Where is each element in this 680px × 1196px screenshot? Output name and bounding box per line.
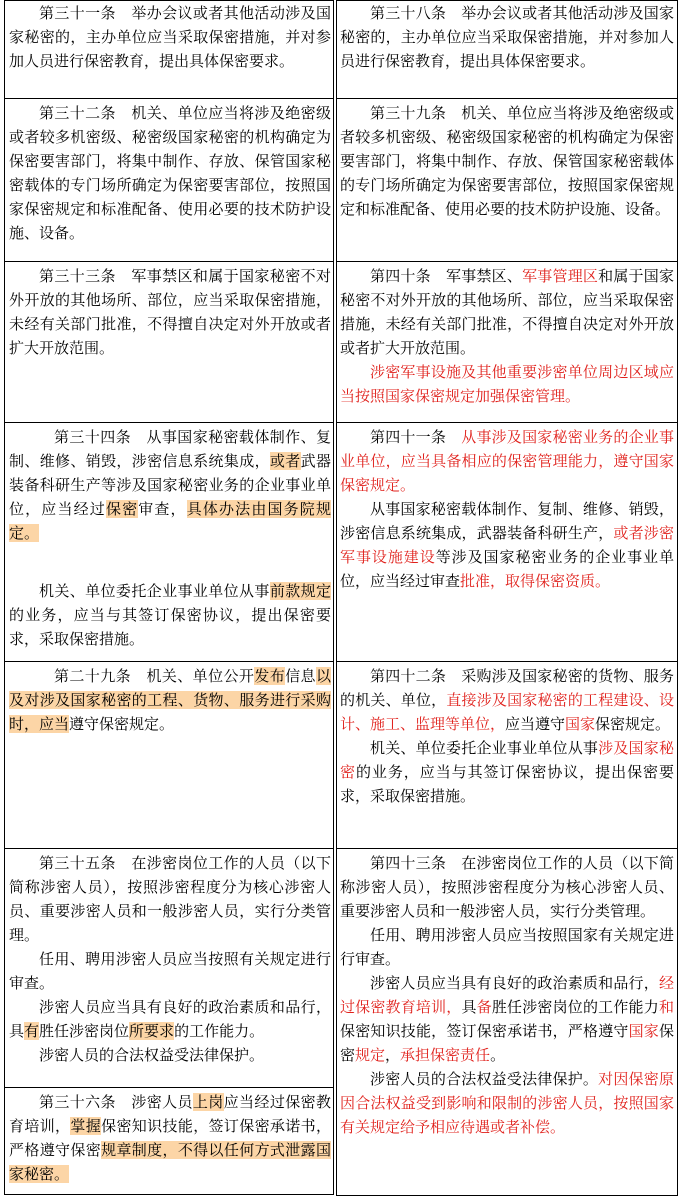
paragraph — [340, 923, 674, 971]
paragraph — [9, 947, 331, 995]
text-run: 保密 — [340, 1022, 674, 1064]
text-run: 审查， — [138, 500, 187, 518]
paragraph — [340, 736, 674, 808]
highlighted-text: 保密 — [105, 500, 139, 518]
revised-text: 和 — [658, 998, 674, 1016]
text-run: 任用、聘用涉密人员应当按照有关规定进行审查。 — [9, 950, 331, 992]
paragraph — [9, 579, 331, 651]
paragraph — [9, 101, 331, 245]
old-article-36-cell — [4, 1087, 334, 1195]
highlighted-text: 规章制度，不得以任何方式泄露国家秘密。 — [9, 1141, 331, 1183]
text-run: 涉密人员的合法权益受法律保护。 — [370, 1070, 599, 1088]
text-run: 第三十五条 在涉密岗位工作的人员（以下简称涉密人员），按照涉密程度分为核心涉密人员、重要涉密人员和一般涉密人员，实行分类管理。 — [9, 854, 331, 944]
text-run: 第三十二条 机关、单位应当将涉及绝密级或者较多机密级、秘密级国家秘密的机构确定为保密要害部门，将集中制作、存放、保管国家秘密载体的专门场所确定为保密要害部位，按照国家保密规定和标准配备、使用必要的技术防护设施、设备。 — [9, 104, 331, 242]
highlighted-text: 发布 — [254, 667, 286, 685]
new-article-38-cell — [336, 0, 678, 99]
revised-text: 国家 — [628, 1022, 659, 1040]
text-run: 胜任涉密岗位的工作能力 — [491, 998, 659, 1016]
paragraph — [340, 664, 674, 736]
old-article-34-cell — [4, 422, 334, 662]
revised-text: 备 — [476, 998, 492, 1016]
paragraph — [9, 1090, 331, 1186]
text-run: 保密规定。 — [595, 715, 671, 733]
paragraph — [9, 664, 331, 736]
revised-text: 或者涉密军事设施建设 — [340, 524, 674, 566]
revised-text: 军事管理区 — [522, 267, 599, 285]
text-run: 信息 — [285, 667, 316, 685]
highlighted-text: 或者 — [269, 452, 301, 470]
old-article-33-cell — [4, 261, 334, 423]
text-run: 武器装备科研生产等涉及国家秘密业务的企业事业单位，应当经过 — [9, 452, 331, 518]
paragraph — [340, 1067, 674, 1139]
highlighted-text: 掌握 — [70, 1117, 102, 1135]
text-run: 涉密人员的合法权益受法律保护。 — [39, 1046, 265, 1064]
revised-text: 规定 — [355, 1046, 386, 1064]
text-run: 第三十九条 机关、单位应当将涉及绝密级或者较多机密级、秘密级国家秘密的机构确定为保密要害部门，将集中制作、存放、保管国家秘密载体的专门场所确定为保密要害部位，按照国家保密规定和标准配备、使用必要的技术防护设施、设备。 — [340, 104, 674, 218]
text-run: 机关、单位委托企业事业单位从事 — [39, 582, 270, 600]
paragraph — [340, 497, 674, 593]
old-article-32-cell — [4, 98, 334, 262]
highlighted-text: 有 — [24, 1022, 40, 1040]
highlighted-text: 所要求 — [129, 1022, 175, 1040]
text-run: 具 — [461, 998, 477, 1016]
revised-text: 涉及国家秘密 — [340, 739, 674, 781]
text-run: 机关、单位委托企业事业单位从事 — [370, 739, 599, 757]
paragraph — [9, 851, 331, 947]
paragraph — [340, 851, 674, 923]
text-run: 应当经过保密教育培训， — [9, 1093, 331, 1135]
new-article-43-cell — [336, 848, 678, 1196]
paragraph — [340, 971, 674, 1067]
revised-text: 国家 — [565, 715, 596, 733]
text-run: 遵守保密规定。 — [69, 715, 175, 733]
revised-text: 从事涉及国家秘密业务的企业事业单位，应当具备相应的保密管理能力，遵守国家保密规定。 — [340, 428, 674, 494]
revised-text: 批准，取得保密资质。 — [460, 572, 611, 590]
revised-text: 对因保密原因合法权益受到影响和限制的涉密人员，按照国家有关规定给予相应待遇或者补偿。 — [340, 1070, 674, 1136]
text-run: 的工作能力。 — [174, 1022, 265, 1040]
paragraph — [9, 995, 331, 1043]
text-run: 第四十条 军事禁区、 — [370, 267, 523, 285]
text-run: 胜任涉密岗位 — [39, 1022, 130, 1040]
paragraph — [340, 101, 674, 221]
text-run: 第二十九条 机关、单位公开 — [54, 667, 255, 685]
text-run: 等涉及国家秘密业务的企业事业单位，应当经过审查 — [340, 548, 674, 590]
text-run: 。 — [490, 1046, 506, 1064]
paragraph — [9, 425, 331, 545]
paragraph — [9, 1, 331, 73]
text-run: 涉密人员应当具有良好的政治素质和品行， — [370, 974, 659, 992]
new-article-39-cell — [336, 98, 678, 262]
old-article-31-cell — [4, 0, 334, 99]
text-run: 第三十一条 举办会议或者其他活动涉及国家秘密的，主办单位应当采取保密措施，并对参加人员进行保密教育，提出具体保密要求。 — [9, 4, 331, 70]
paragraph — [340, 1, 674, 73]
text-run: 第四十三条 在涉密岗位工作的人员（以下简称涉密人员），按照涉密程度分为核心涉密人员、重要涉密人员和一般涉密人员，实行分类管理。 — [340, 854, 674, 920]
text-run: 第四十二条 采购涉及国家秘密的货物、服务的机关、单位， — [340, 667, 674, 709]
revised-text: 涉密军事设施及其他重要涉密单位周边区域应当按照国家保密规定加强保密管理。 — [340, 363, 674, 405]
text-run: 保密知识技能，签订保密承诺书，严格遵守 — [340, 1022, 629, 1040]
text-run: 保密知识技能，签订保密承诺书，严格遵守保密 — [9, 1117, 331, 1159]
paragraph — [340, 360, 674, 408]
text-run: 第三十六条 涉密人员 — [39, 1093, 193, 1111]
text-run: 涉密人员应当具有良好的政治素质和品行，具 — [9, 998, 331, 1040]
revised-text: 经过保密教育培训， — [340, 974, 674, 1016]
highlighted-text: 上岗 — [192, 1093, 224, 1111]
highlighted-text: 前款规定 — [269, 582, 331, 600]
text-run: 从事国家秘密载体制作、复制、维修、销毁，涉密信息系统集成，武器装备科研生产， — [340, 500, 674, 542]
new-article-40-cell — [336, 261, 678, 423]
text-run: 第三十三条 军事禁区和属于国家秘密不对外开放的其他场所、部位，应当采取保密措施，未经有关部门批准，不得擅自决定对外开放或者扩大开放范围。 — [9, 267, 331, 357]
revised-text: 直接涉及国家秘密的工程建设、设计、施工、监理等单位， — [340, 691, 674, 733]
text-run: 的业务，应当与其签订保密协议，提出保密要求，采取保密措施。 — [9, 606, 331, 648]
new-article-42-cell — [336, 661, 678, 849]
paragraph — [9, 1043, 331, 1067]
text-run: ， — [385, 1046, 401, 1064]
old-article-35-cell — [4, 848, 334, 1088]
text-run: 的业务，应当与其签订保密协议，提出保密要求，采取保密措施。 — [340, 763, 674, 805]
text-run: 第三十八条 举办会议或者其他活动涉及国家秘密的，主办单位应当采取保密措施，并对参加人员进行保密教育，提出具体保密要求。 — [340, 4, 674, 70]
text-run: 第四十一条 — [370, 428, 462, 446]
new-article-41-cell — [336, 422, 678, 662]
text-run: 和属于国家秘密不对外开放的其他场所、部位，应当采取保密措施，未经有关部门批准，不得擅自决定对外开放或者扩大开放范围。 — [340, 267, 674, 357]
text-run: 第三十四条 从事国家秘密载体制作、复制、维修、销毁，涉密信息系统集成， — [9, 428, 331, 470]
highlighted-text: 以及对涉及国家秘密的工程、货物、服务进行采购时，应当 — [9, 667, 331, 733]
text-run: 任用、聘用涉密人员应当按照国家有关规定进行审查。 — [340, 926, 674, 968]
paragraph — [340, 264, 674, 360]
text-run: 应当遵守 — [505, 715, 566, 733]
old-article-29-cell — [4, 661, 334, 849]
highlighted-text: 具体办法由国务院规定。 — [9, 500, 331, 542]
paragraph — [340, 425, 674, 497]
paragraph — [9, 264, 331, 360]
revised-text: 承担保密责任 — [400, 1046, 491, 1064]
